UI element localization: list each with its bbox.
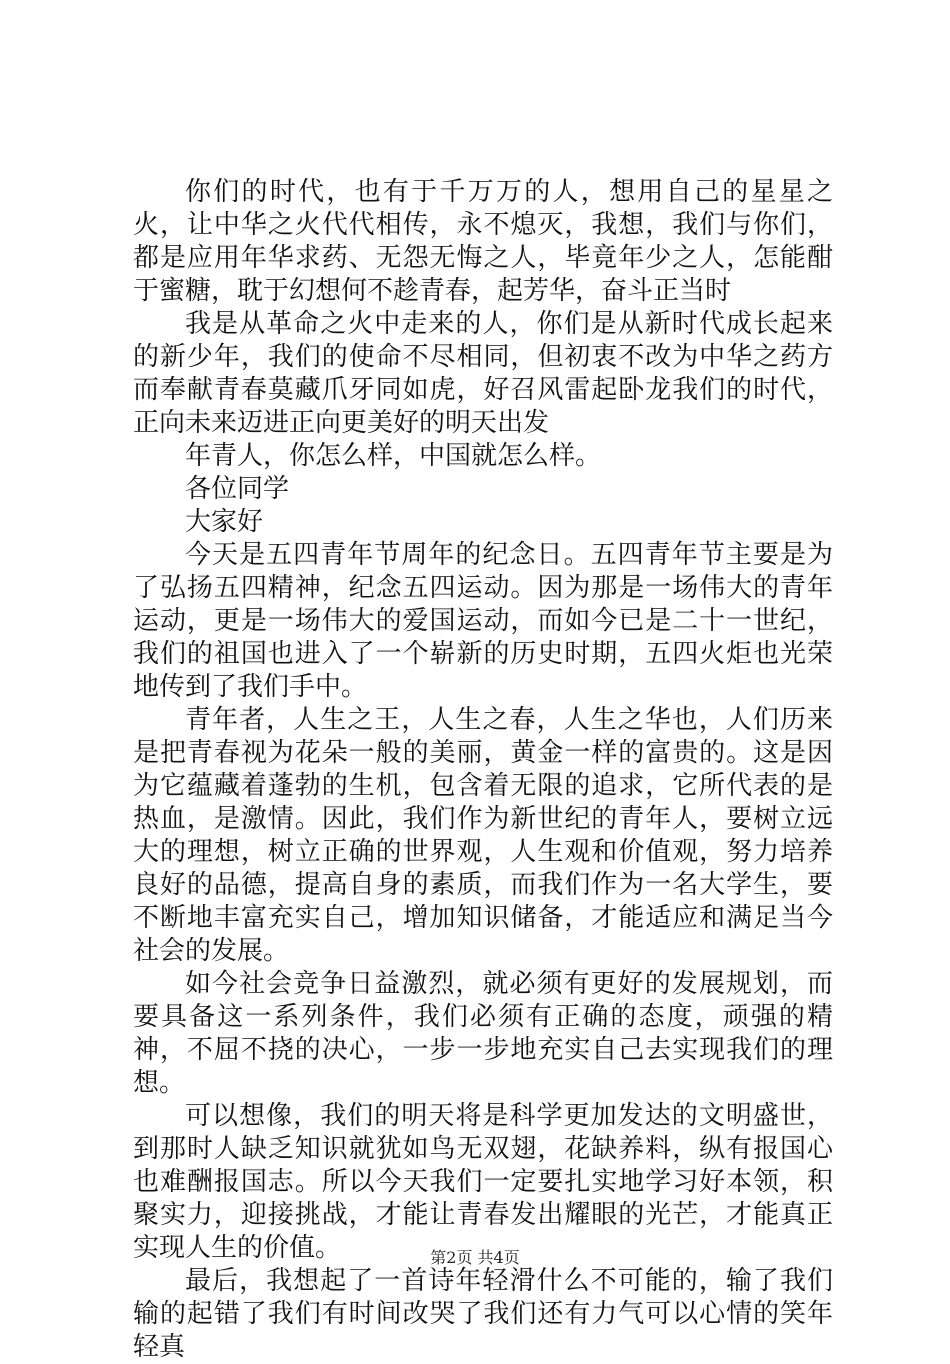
paragraph-10: 最后，我想起了一首诗年轻滑什么不可能的，输了我们输的起错了我们有时间改哭了我们还有力气可以心情的笑年轻真 <box>133 1266 833 1362</box>
paragraph-7: 青年者，人生之王，人生之春，人生之华也，人们历来是把青春视为花朵一般的美丽，黄金一样的富贵的。这是因为它蕴藏着蓬勃的生机，包含着无限的追求，它所代表的是热血，是激情。因此，我们作为新世纪的青年人，要树立远大的理想，树立正确的世界观，人生观和价值观，努力培养良好的品德，提高自身的素质，而我们作为一名大学生，要不断地丰富充实自己，增加知识储备，才能适应和满足当今社会的发展。 <box>133 705 833 966</box>
page-number-footer: 第2页 共4页 <box>430 1248 520 1267</box>
paragraph-6: 今天是五四青年节周年的纪念日。五四青年节主要是为了弘扬五四精神，纪念五四运动。因为那是一场伟大的青年运动，更是一场伟大的爱国运动，而如今已是二十一世纪，我们的祖国也进入了一个崭新的历史时期，五四火炬也光荣地传到了我们手中。 <box>133 540 833 702</box>
paragraph-9: 可以想像，我们的明天将是科学更加发达的文明盛世，到那时人缺乏知识就犹如鸟无双翅，花缺养料，纵有报国心也难酬报国志。所以今天我们一定要扎实地学习好本领，积聚实力，迎接挑战，才能让青春发出耀眼的光芒，才能真正实现人生的价值。 <box>133 1101 833 1263</box>
paragraph-8: 如今社会竞争日益激烈，就必须有更好的发展规划，而要具备这一系列条件，我们必须有正确的态度，顽强的精神，不屈不挠的决心，一步一步地充实自己去实现我们的理想。 <box>133 969 833 1098</box>
paragraph-4: 各位同学 <box>185 474 290 504</box>
paragraph-5: 大家好 <box>185 507 264 537</box>
paragraph-3: 年青人，你怎么样，中国就怎么样。 <box>185 441 602 471</box>
paragraph-1: 你们的时代，也有于千万万的人，想用自己的星星之火，让中华之火代代相传，永不熄灭，我想，我们与你们，都是应用年华求药、无怨无悔之人，毕竟年少之人，怎能酣于蜜糖，耽于幻想何不趁青春，起芳华，奋斗正当时 <box>133 177 833 306</box>
paragraph-2: 我是从革命之火中走来的人，你们是从新时代成长起来的新少年，我们的使命不尽相同，但初衷不改为中华之药方而奉献青春莫藏爪牙同如虎，好召风雷起卧龙我们的时代，正向未来迈进正向更美好的明天出发 <box>133 309 833 438</box>
document-body <box>133 176 833 1364</box>
